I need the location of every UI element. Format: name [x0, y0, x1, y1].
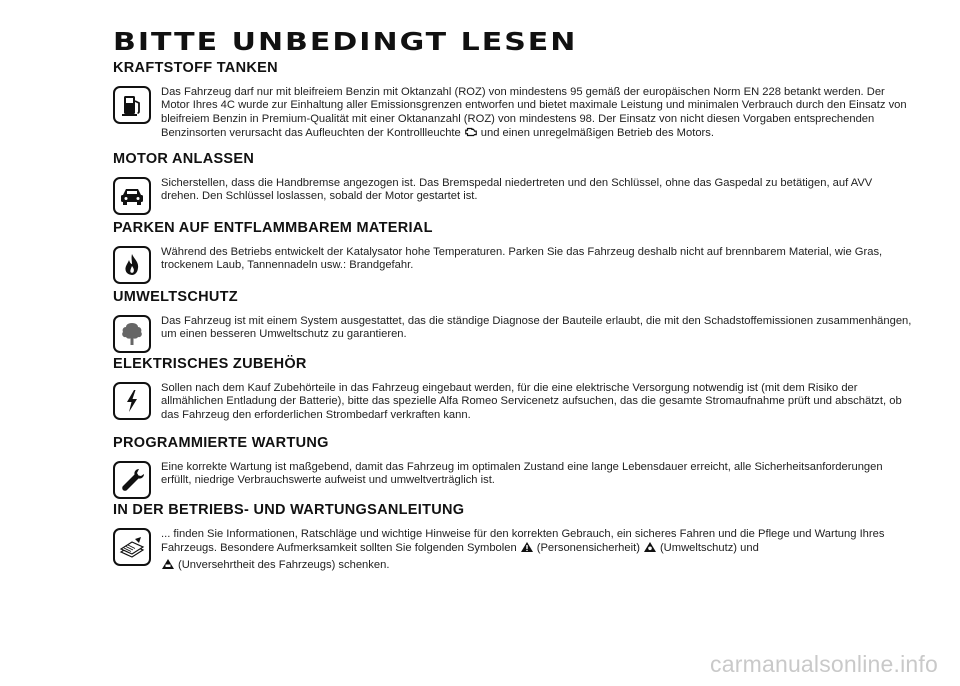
section-heading: IN DER BETRIEBS- UND WARTUNGSANLEITUNG	[113, 502, 465, 518]
engine-warning-icon	[464, 126, 478, 142]
section-umweltschutz	[113, 289, 913, 342]
fuel-pump-icon	[113, 86, 151, 124]
section-text	[161, 84, 913, 143]
section-text: Während des Betriebs entwickelt der Katalysator hohe Temperaturen. Parken Sie das Fahrzeug deshalb nicht auf brennbarem Material, wie Gras, trockenem Laub, Tannennadeln usw.: Brandgefahr.	[161, 246, 883, 272]
flame-icon	[113, 246, 151, 284]
manual-book-icon	[113, 528, 151, 566]
section-kraftstoff-tanken	[113, 60, 913, 143]
text-after: und einen unregelmäßigen Betrieb des Motors.	[480, 127, 714, 140]
section-heading: UMWELTSCHUTZ	[113, 289, 238, 305]
section-text: Sollen nach dem Kauf Zubehörteile in das Fahrzeug eingebaut werden, für die eine elektrische Versorgung notwendig ist (mit dem Risiko der allmählichen Entladung der Batterie), bitte das spezielle Alfa Romeo Servicenetz aufsuchen, das die gesamte Stromaufnahme prüft und abschätzt, ob das Fahrzeug den erforderlichen Strombedarf verkraften kann.	[161, 382, 902, 421]
watermark: carmanualsonline.info	[710, 651, 938, 677]
text-part-1: ... finden Sie Informationen, Ratschläge und wichtige Hinweise für den korrekten Gebrauch, ein sicheres Fahren und die Pflege und Wartung Ihres Fahrzeugs. Besondere Aufmerksamkeit sollten Sie folgenden Symbolen	[161, 528, 885, 555]
section-text: Eine korrekte Wartung ist maßgebend, damit das Fahrzeug im optimalen Zustand eine lange Lebensdauer erreicht, alle Sicherheitsanforderungen erfüllt, niedrige Verbrauchswerte aufweist und umweltverträglich ist.	[161, 461, 883, 487]
text-part-3: (Umweltschutz) und	[659, 542, 759, 555]
section-heading: KRAFTSTOFF TANKEN	[113, 60, 278, 76]
page-title: BITTE UNBEDINGT LESEN	[113, 28, 578, 57]
text-part-2: (Personensicherheit)	[536, 542, 640, 555]
section-heading: ELEKTRISCHES ZUBEHÖR	[113, 356, 307, 372]
text-part-4: (Unversehrtheit des Fahrzeugs) schenken.	[178, 558, 390, 571]
lightning-icon	[113, 382, 151, 420]
vehicle-integrity-icon	[161, 558, 175, 574]
section-text: Das Fahrzeug ist mit einem System ausgestattet, das die ständige Diagnose der Bauteile erlaubt, die mit den Schadstoffemissionen zusammenhängen, um einen besseren Umweltschutz zu garantieren.	[161, 315, 912, 341]
section-betriebsanleitung	[113, 502, 913, 574]
car-icon	[113, 177, 151, 215]
section-text	[161, 526, 913, 574]
section-motor-anlassen	[113, 151, 913, 204]
tree-icon	[113, 315, 151, 353]
section-elektrisches-zubehoer	[113, 356, 913, 422]
environment-icon	[643, 541, 657, 557]
personal-safety-icon	[520, 541, 534, 557]
wrench-icon	[113, 461, 151, 499]
section-heading: MOTOR ANLASSEN	[113, 151, 255, 167]
section-programmierte-wartung	[113, 435, 913, 488]
section-text: Sicherstellen, dass die Handbremse angezogen ist. Das Bremspedal niedertreten und den Schlüssel, ohne das Gaspedal zu betätigen, auf AVV drehen. Den Schlüssel loslassen, sobald der Motor gestartet ist.	[161, 177, 873, 203]
section-parken	[113, 220, 913, 273]
text-before: Das Fahrzeug darf nur mit bleifreiem Benzin mit Oktanzahl (ROZ) von mindestens 95 gemäß der europäischen Norm EN 228 betankt werden. Der Motor Ihres 4C wurde zur Einhaltung aller Emissionsgrenzen entworfen und bietet maximale Leistung und minimalen Verbrauch durch den Einsatz von bleifreiem Benzin in Premium-Qualität mit einer Oktananzahl (ROZ) von mindestens 98. Der Einsatz von nicht diesen Vorgaben entsprechenden Benzinsorten verursacht das Aufleuchten der Kontrollleuchte	[161, 86, 907, 140]
section-heading: PARKEN AUF ENTFLAMMBAREM MATERIAL	[113, 220, 433, 236]
section-heading: PROGRAMMIERTE WARTUNG	[113, 435, 329, 451]
